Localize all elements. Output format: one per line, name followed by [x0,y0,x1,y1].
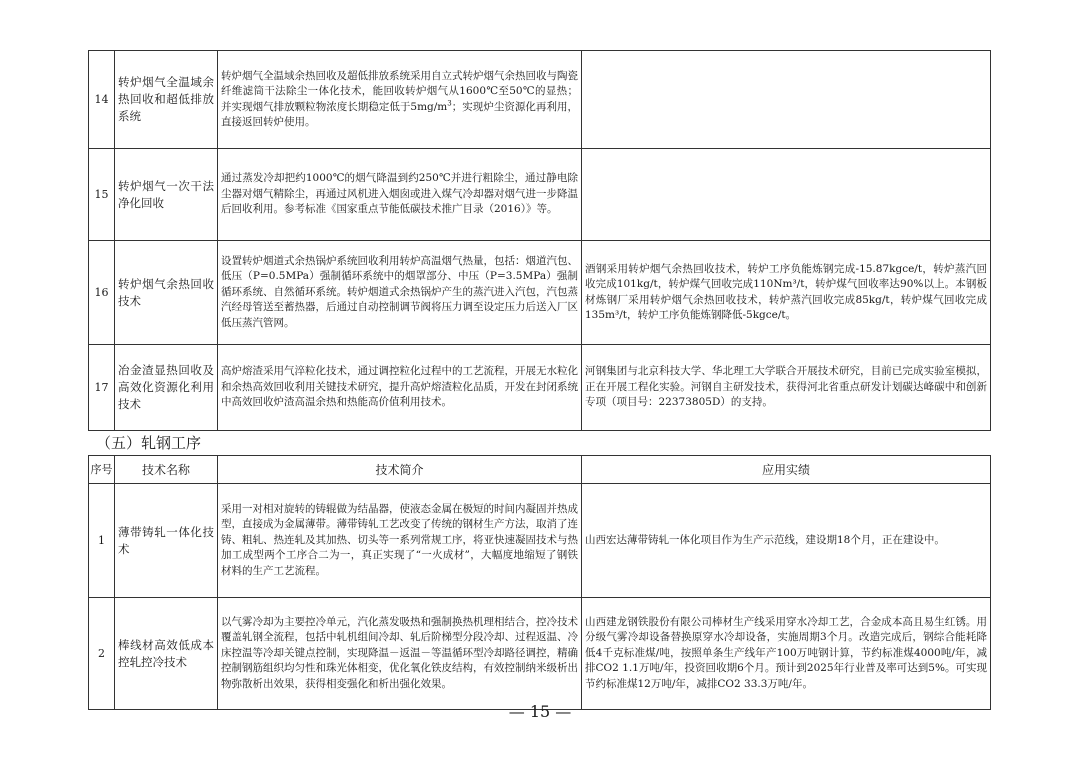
technology-intro: 以气雾冷却为主要控冷单元，汽化蒸发吸热和强制换热机理相结合，控冷技术覆盖轧钢全流程，包括中轧机组间冷却、轧后阶梯型分段冷却、过程返温、冷床控温等冷却关键点控制，实现降温－返温－等温循环型冷却路径调控，精确控制钢筋组织均匀性和珠光体相变，优化氧化铁皮结构，有效控制纳米级析出物弥散析出效果，获得相变强化和析出强化效果。 [218,598,582,710]
header-technology-name: 技术名称 [115,456,218,484]
technology-intro: 采用一对相对旋转的铸辊做为结晶器，使液态金属在极短的时间内凝固并热成型，直接成为金属薄带。薄带铸轧工艺改变了传统的钢材生产方法，取消了连铸、粗轧、热连轧及其加热、切头等一系列常规工序，将亚快速凝固技术与热加工成型两个工序合二为一，真正实现了“一火成材”，大幅度地缩短了钢铁材料的生产工艺流程。 [218,484,582,598]
header-number: 序号 [89,456,115,484]
header-application-record: 应用实绩 [582,456,991,484]
application-record: 山西建龙钢铁股份有限公司棒材生产线采用穿水冷却工艺，合金成本高且易生红锈。用分级气雾冷却设备替换原穿水冷却设备，实施周期3个月。改造完成后，钢综合能耗降低4千克标准煤/吨，按照单条生产线年产100万吨钢计算，节约标准煤4000吨/年，减排CO2 1.1万吨/年，投资回收期6个月。预计到2025年行业普及率可达到5%。可实现节约标准煤12万吨/年，减排CO2 33.3万吨/年。 [582,598,991,710]
application-record [582,149,991,241]
table-row [89,484,991,598]
technology-name: 棒线材高效低成本控轧控冷技术 [115,598,218,710]
technology-name: 转炉烟气余热回收技术 [115,241,218,345]
application-record: 河钢集团与北京科技大学、华北理工大学联合开展技术研究，目前已完成实验室模拟，正在开展工程化实验。河钢自主研发技术，获得河北省重点研发计划碳达峰碳中和创新专项（项目号：22373805D）的支持。 [582,345,991,431]
technology-intro: 转炉烟气全温域余热回收及超低排放系统采用自立式转炉烟气余热回收与陶瓷纤维滤筒干法除尘一体化技术，能回收转炉烟气从1600℃至50℃的显热；并实现烟气排放颗粒物浓度长期稳定低于$5mg/m^3$；实现炉尘资源化再利用，直接返回转炉使用。 [218,51,582,149]
table-row [89,345,991,431]
table-row [89,598,991,710]
section-title: （五）轧钢工序 [96,434,202,452]
table-row [89,241,991,345]
application-record: 酒钢采用转炉烟气余热回收技术，转炉工序负能炼钢完成-15.87kgce/t，转炉蒸汽回收完成101kg/t，转炉煤气回收完成110Nm³/t，转炉煤气回收率达90%以上。本钢板材炼钢厂采用转炉烟气余热回收技术，转炉蒸汽回收完成85kg/t，转炉煤气回收完成135m³/t，转炉工序负能炼钢降低-5kgce/t。 [582,241,991,345]
technology-name: 转炉烟气一次干法净化回收 [115,149,218,241]
row-number: 15 [89,149,115,241]
rolling-technology-table [88,455,991,710]
table-row [89,51,991,149]
technology-intro: 设置转炉烟道式余热锅炉系统回收利用转炉高温烟气热量，包括：烟道汽包、低压（P=0.5MPa）强制循环系统中的烟罩部分、中压（P=3.5MPa）强制循环系统、自然循环系统。转炉烟道式余热锅炉产生的蒸汽进入汽包，汽包蒸汽经母管送至蓄热器，后通过自动控制调节阀将压力调至设定压力后送入厂区低压蒸汽管网。 [218,241,582,345]
row-number: 16 [89,241,115,345]
row-number: 14 [89,51,115,149]
application-record [582,51,991,149]
page-number: — 15 — [508,702,572,721]
technology-intro: 高炉熔渣采用气淬粒化技术，通过调控粒化过程中的工艺流程，开展无水粒化和余热高效回收利用关键技术研究，提升高炉熔渣粒化品质，开发在封闭系统中高效回收炉渣高温余热和热能高价值利用技术。 [218,345,582,431]
technology-name: 冶金渣显热回收及高效化资源化利用技术 [115,345,218,431]
row-number: 1 [89,484,115,598]
table-row [89,149,991,241]
technology-intro: 通过蒸发冷却把约1000℃的烟气降温到约250℃并进行粗除尘，通过静电除尘器对烟气精除尘，再通过风机进入烟囱或进入煤气冷却器对烟气进一步降温后回收利用。参考标准《国家重点节能低碳技术推广目录（2016）》等。 [218,149,582,241]
row-number: 2 [89,598,115,710]
table-header-row [89,456,991,484]
row-number: 17 [89,345,115,431]
technology-name: 转炉烟气全温域余热回收和超低排放系统 [115,51,218,149]
header-technology-intro: 技术简介 [218,456,582,484]
application-record: 山西宏达薄带铸轧一体化项目作为生产示范线，建设期18个月，正在建设中。 [582,484,991,598]
upper-technology-table [88,50,991,431]
technology-name: 薄带铸轧一体化技术 [115,484,218,598]
